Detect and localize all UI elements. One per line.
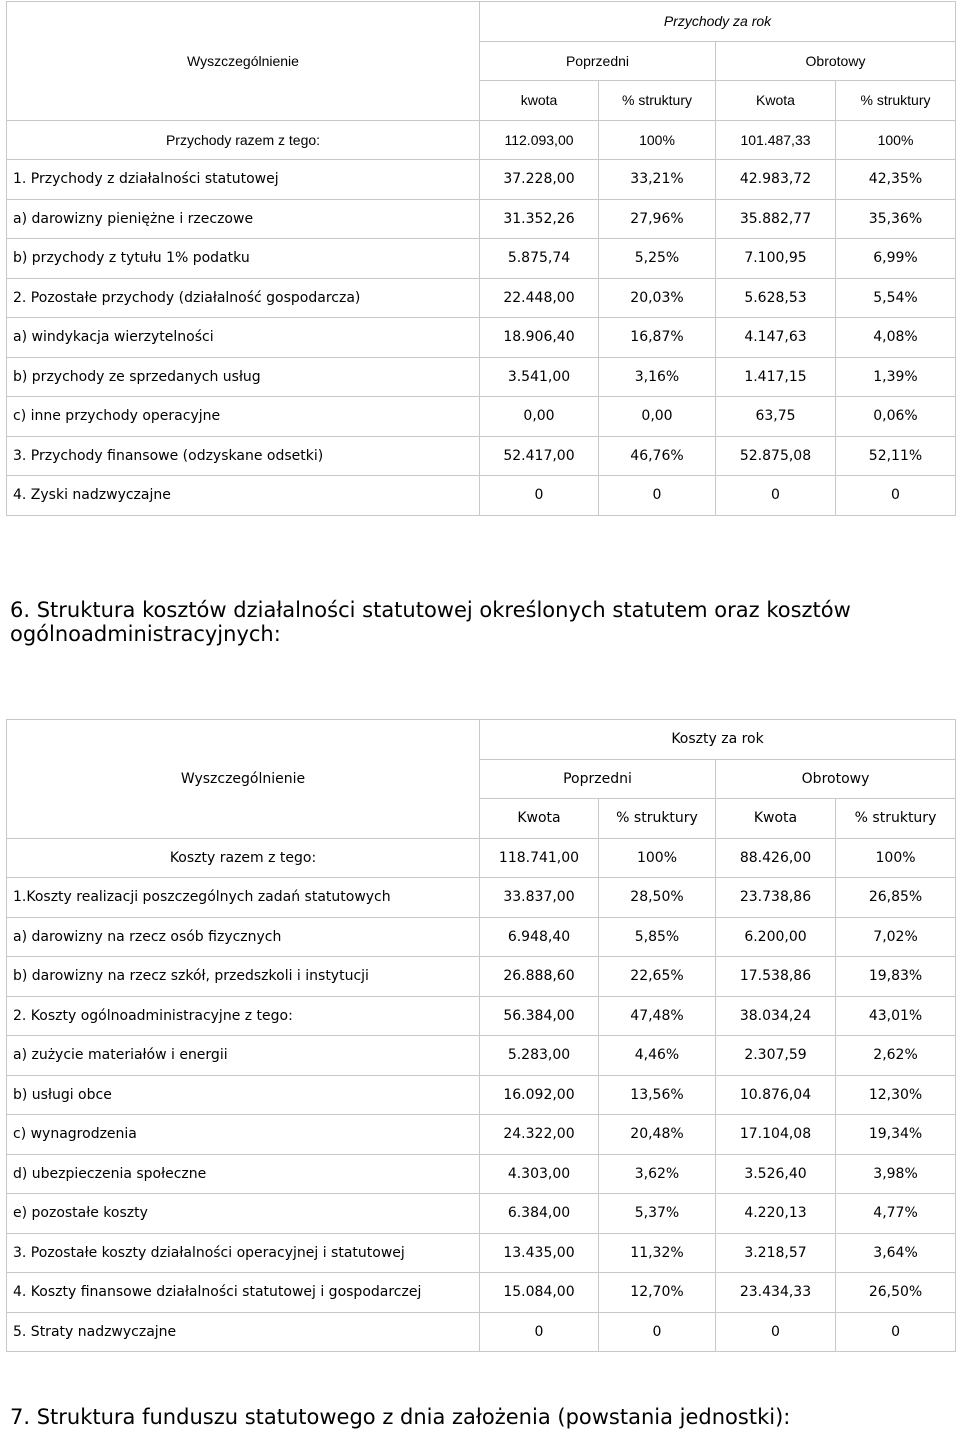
row-label: d) ubezpieczenia społeczne	[7, 1154, 480, 1194]
pct-prev: 5,25%	[599, 239, 716, 279]
pct-prev: 12,70%	[599, 1273, 716, 1313]
costs-pct-prev-header: % struktury	[599, 799, 716, 839]
table-row	[7, 397, 956, 437]
value-prev: 3.541,00	[480, 357, 599, 397]
value-curr: 52.875,08	[716, 436, 836, 476]
value-curr: 38.034,24	[716, 996, 836, 1036]
table-row	[7, 120, 956, 160]
table-row	[7, 160, 956, 200]
row-label: 3. Pozostałe koszty działalności operacyjnej i statutowej	[7, 1233, 480, 1273]
pct-curr: 52,11%	[836, 436, 956, 476]
pct-prev: 16,87%	[599, 318, 716, 358]
section-6-heading: 6. Struktura kosztów działalności statutowej określonych statutem oraz kosztów ogólnoadministracyjnych:	[10, 598, 851, 646]
table-row	[7, 357, 956, 397]
value-prev: 112.093,00	[480, 120, 599, 160]
value-curr: 5.628,53	[716, 278, 836, 318]
pct-prev: 20,03%	[599, 278, 716, 318]
pct-prev: 5,37%	[599, 1194, 716, 1234]
pct-curr: 100%	[836, 838, 956, 878]
costs-group-header: Koszty za rok	[480, 720, 956, 760]
pct-prev: 0	[599, 1312, 716, 1352]
value-prev: 18.906,40	[480, 318, 599, 358]
value-prev: 0	[480, 476, 599, 516]
pct-curr: 4,08%	[836, 318, 956, 358]
value-curr: 17.104,08	[716, 1115, 836, 1155]
value-prev: 6.948,40	[480, 917, 599, 957]
pct-curr: 100%	[836, 120, 956, 160]
pct-curr: 0	[836, 1312, 956, 1352]
value-curr: 0	[716, 476, 836, 516]
pct-prev: 22,65%	[599, 957, 716, 997]
pct-curr: 3,98%	[836, 1154, 956, 1194]
value-curr: 4.147,63	[716, 318, 836, 358]
value-prev: 15.084,00	[480, 1273, 599, 1313]
row-label: b) przychody z tytułu 1% podatku	[7, 239, 480, 279]
pct-curr: 2,62%	[836, 1036, 956, 1076]
section-7-heading: 7. Struktura funduszu statutowego z dnia założenia (powstania jednostki):	[10, 1405, 791, 1429]
value-curr: 17.538,86	[716, 957, 836, 997]
pct-curr: 26,50%	[836, 1273, 956, 1313]
costs-curr-header: Obrotowy	[716, 759, 956, 799]
pct-prev: 20,48%	[599, 1115, 716, 1155]
value-curr: 0	[716, 1312, 836, 1352]
value-curr: 2.307,59	[716, 1036, 836, 1076]
costs-kwota-prev-header: Kwota	[480, 799, 599, 839]
value-prev: 31.352,26	[480, 199, 599, 239]
row-label: 1.Koszty realizacji poszczególnych zadań statutowych	[7, 878, 480, 918]
table-row	[7, 1115, 956, 1155]
costs-kwota-curr-header: Kwota	[716, 799, 836, 839]
row-label: 1. Przychody z działalności statutowej	[7, 160, 480, 200]
revenue-pct-curr-header: % struktury	[836, 81, 956, 121]
value-prev: 5.283,00	[480, 1036, 599, 1076]
revenue-pct-prev-header: % struktury	[599, 81, 716, 121]
value-prev: 5.875,74	[480, 239, 599, 279]
pct-prev: 100%	[599, 838, 716, 878]
value-curr: 1.417,15	[716, 357, 836, 397]
row-label: 3. Przychody finansowe (odzyskane odsetki)	[7, 436, 480, 476]
row-label: 4. Koszty finansowe działalności statutowej i gospodarczej	[7, 1273, 480, 1313]
pct-curr: 3,64%	[836, 1233, 956, 1273]
pct-curr: 35,36%	[836, 199, 956, 239]
value-prev: 22.448,00	[480, 278, 599, 318]
table-row	[7, 996, 956, 1036]
value-curr: 4.220,13	[716, 1194, 836, 1234]
costs-pct-curr-header: % struktury	[836, 799, 956, 839]
value-prev: 52.417,00	[480, 436, 599, 476]
pct-curr: 0,06%	[836, 397, 956, 437]
value-prev: 37.228,00	[480, 160, 599, 200]
pct-prev: 0,00	[599, 397, 716, 437]
pct-curr: 6,99%	[836, 239, 956, 279]
value-prev: 13.435,00	[480, 1233, 599, 1273]
pct-prev: 33,21%	[599, 160, 716, 200]
row-label: Koszty razem z tego:	[7, 838, 480, 878]
value-prev: 6.384,00	[480, 1194, 599, 1234]
pct-curr: 7,02%	[836, 917, 956, 957]
value-curr: 101.487,33	[716, 120, 836, 160]
row-label: b) usługi obce	[7, 1075, 480, 1115]
table-row	[7, 318, 956, 358]
value-curr: 63,75	[716, 397, 836, 437]
pct-prev: 3,16%	[599, 357, 716, 397]
value-curr: 23.434,33	[716, 1273, 836, 1313]
pct-curr: 19,83%	[836, 957, 956, 997]
pct-curr: 4,77%	[836, 1194, 956, 1234]
table-row	[7, 199, 956, 239]
revenue-table	[6, 1, 956, 516]
table-row	[7, 1154, 956, 1194]
revenue-spec-header: Wyszczególnienie	[7, 2, 480, 121]
value-curr: 88.426,00	[716, 838, 836, 878]
value-prev: 0	[480, 1312, 599, 1352]
pct-curr: 42,35%	[836, 160, 956, 200]
pct-curr: 5,54%	[836, 278, 956, 318]
row-label: c) wynagrodzenia	[7, 1115, 480, 1155]
costs-table	[6, 719, 956, 1352]
table-row	[7, 957, 956, 997]
pct-prev: 27,96%	[599, 199, 716, 239]
table-row	[7, 1075, 956, 1115]
table-row	[7, 1312, 956, 1352]
value-prev: 4.303,00	[480, 1154, 599, 1194]
pct-prev: 0	[599, 476, 716, 516]
row-label: c) inne przychody operacyjne	[7, 397, 480, 437]
value-prev: 26.888,60	[480, 957, 599, 997]
value-curr: 42.983,72	[716, 160, 836, 200]
pct-prev: 46,76%	[599, 436, 716, 476]
table-row	[7, 239, 956, 279]
table-row	[7, 1194, 956, 1234]
pct-curr: 1,39%	[836, 357, 956, 397]
pct-curr: 43,01%	[836, 996, 956, 1036]
pct-curr: 0	[836, 476, 956, 516]
pct-prev: 3,62%	[599, 1154, 716, 1194]
value-prev: 16.092,00	[480, 1075, 599, 1115]
costs-prev-header: Poprzedni	[480, 759, 716, 799]
revenue-group-header: Przychody za rok	[480, 2, 956, 42]
row-label: b) przychody ze sprzedanych usług	[7, 357, 480, 397]
row-label: 2. Pozostałe przychody (działalność gospodarcza)	[7, 278, 480, 318]
table-row	[7, 1273, 956, 1313]
row-label: a) windykacja wierzytelności	[7, 318, 480, 358]
row-label: 5. Straty nadzwyczajne	[7, 1312, 480, 1352]
pct-prev: 5,85%	[599, 917, 716, 957]
costs-spec-header: Wyszczególnienie	[7, 720, 480, 839]
pct-prev: 28,50%	[599, 878, 716, 918]
value-curr: 10.876,04	[716, 1075, 836, 1115]
pct-prev: 4,46%	[599, 1036, 716, 1076]
row-label: e) pozostałe koszty	[7, 1194, 480, 1234]
row-label: b) darowizny na rzecz szkół, przedszkoli i instytucji	[7, 957, 480, 997]
revenue-kwota-prev-header: kwota	[480, 81, 599, 121]
value-curr: 6.200,00	[716, 917, 836, 957]
value-curr: 35.882,77	[716, 199, 836, 239]
revenue-kwota-curr-header: Kwota	[716, 81, 836, 121]
row-label: 4. Zyski nadzwyczajne	[7, 476, 480, 516]
table-row	[7, 278, 956, 318]
row-label: a) darowizny na rzecz osób fizycznych	[7, 917, 480, 957]
value-curr: 3.218,57	[716, 1233, 836, 1273]
table-row	[7, 476, 956, 516]
revenue-curr-header: Obrotowy	[716, 41, 956, 81]
table-row	[7, 1233, 956, 1273]
row-label: 2. Koszty ogólnoadministracyjne z tego:	[7, 996, 480, 1036]
value-prev: 0,00	[480, 397, 599, 437]
table-row	[7, 917, 956, 957]
row-label: a) darowizny pieniężne i rzeczowe	[7, 199, 480, 239]
value-prev: 33.837,00	[480, 878, 599, 918]
pct-curr: 19,34%	[836, 1115, 956, 1155]
pct-curr: 12,30%	[836, 1075, 956, 1115]
table-row	[7, 838, 956, 878]
pct-prev: 47,48%	[599, 996, 716, 1036]
pct-prev: 13,56%	[599, 1075, 716, 1115]
value-prev: 24.322,00	[480, 1115, 599, 1155]
table-row	[7, 1036, 956, 1076]
value-prev: 118.741,00	[480, 838, 599, 878]
row-label: Przychody razem z tego:	[7, 120, 480, 160]
pct-prev: 100%	[599, 120, 716, 160]
pct-curr: 26,85%	[836, 878, 956, 918]
value-curr: 3.526,40	[716, 1154, 836, 1194]
value-curr: 23.738,86	[716, 878, 836, 918]
row-label: a) zużycie materiałów i energii	[7, 1036, 480, 1076]
value-curr: 7.100,95	[716, 239, 836, 279]
table-row	[7, 878, 956, 918]
table-row	[7, 436, 956, 476]
revenue-prev-header: Poprzedni	[480, 41, 716, 81]
pct-prev: 11,32%	[599, 1233, 716, 1273]
value-prev: 56.384,00	[480, 996, 599, 1036]
